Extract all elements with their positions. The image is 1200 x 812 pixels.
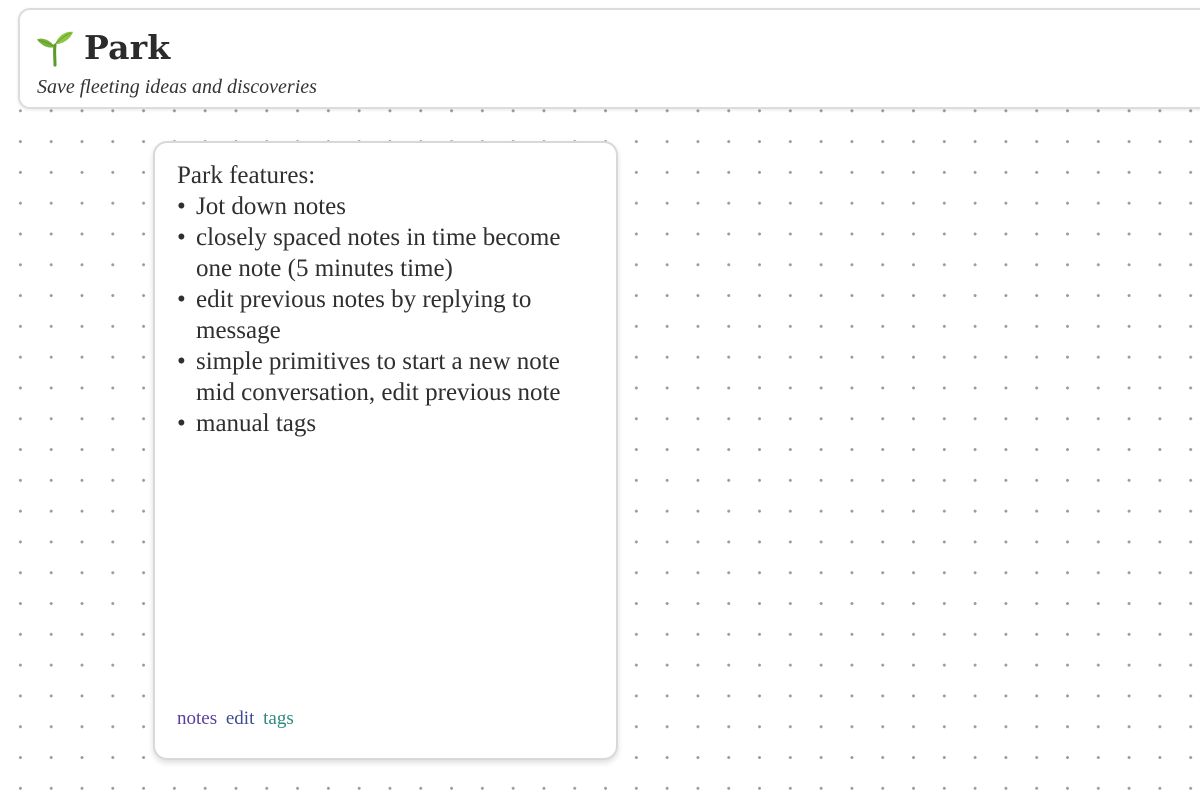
tag-edit[interactable]: edit <box>225 708 255 729</box>
tag-tags[interactable]: tags <box>263 708 294 729</box>
list-item <box>177 408 597 439</box>
list-item-text: manual tags <box>196 410 317 437</box>
tag-notes[interactable]: notes <box>177 708 218 729</box>
bullet-icon: • <box>177 410 186 437</box>
list-item <box>177 346 597 408</box>
note-body[interactable] <box>177 160 597 439</box>
bullet-icon: • <box>177 193 186 220</box>
bullet-icon: • <box>177 286 186 313</box>
seedling-icon <box>36 29 74 67</box>
list-item <box>177 191 597 222</box>
app-title: Park <box>84 28 171 67</box>
app-subtitle: Save fleeting ideas and discoveries <box>37 76 317 98</box>
app-header <box>18 8 1200 109</box>
list-item-text: simple primitives to start a new note mid conversation, edit previous note <box>196 348 561 406</box>
list-item-text: edit previous notes by replying to message <box>196 286 532 344</box>
note-card[interactable] <box>153 141 618 760</box>
bullet-icon: • <box>177 224 186 251</box>
list-item <box>177 284 597 346</box>
note-tags <box>177 708 298 730</box>
title-row <box>36 28 170 68</box>
note-heading: Park features: <box>177 162 316 189</box>
list-item-text: Jot down notes <box>196 193 346 220</box>
bullet-icon: • <box>177 348 186 375</box>
list-item-text: closely spaced notes in time become one note (5 minutes time) <box>196 224 561 282</box>
list-item <box>177 222 597 284</box>
note-bullet-list <box>177 191 597 439</box>
